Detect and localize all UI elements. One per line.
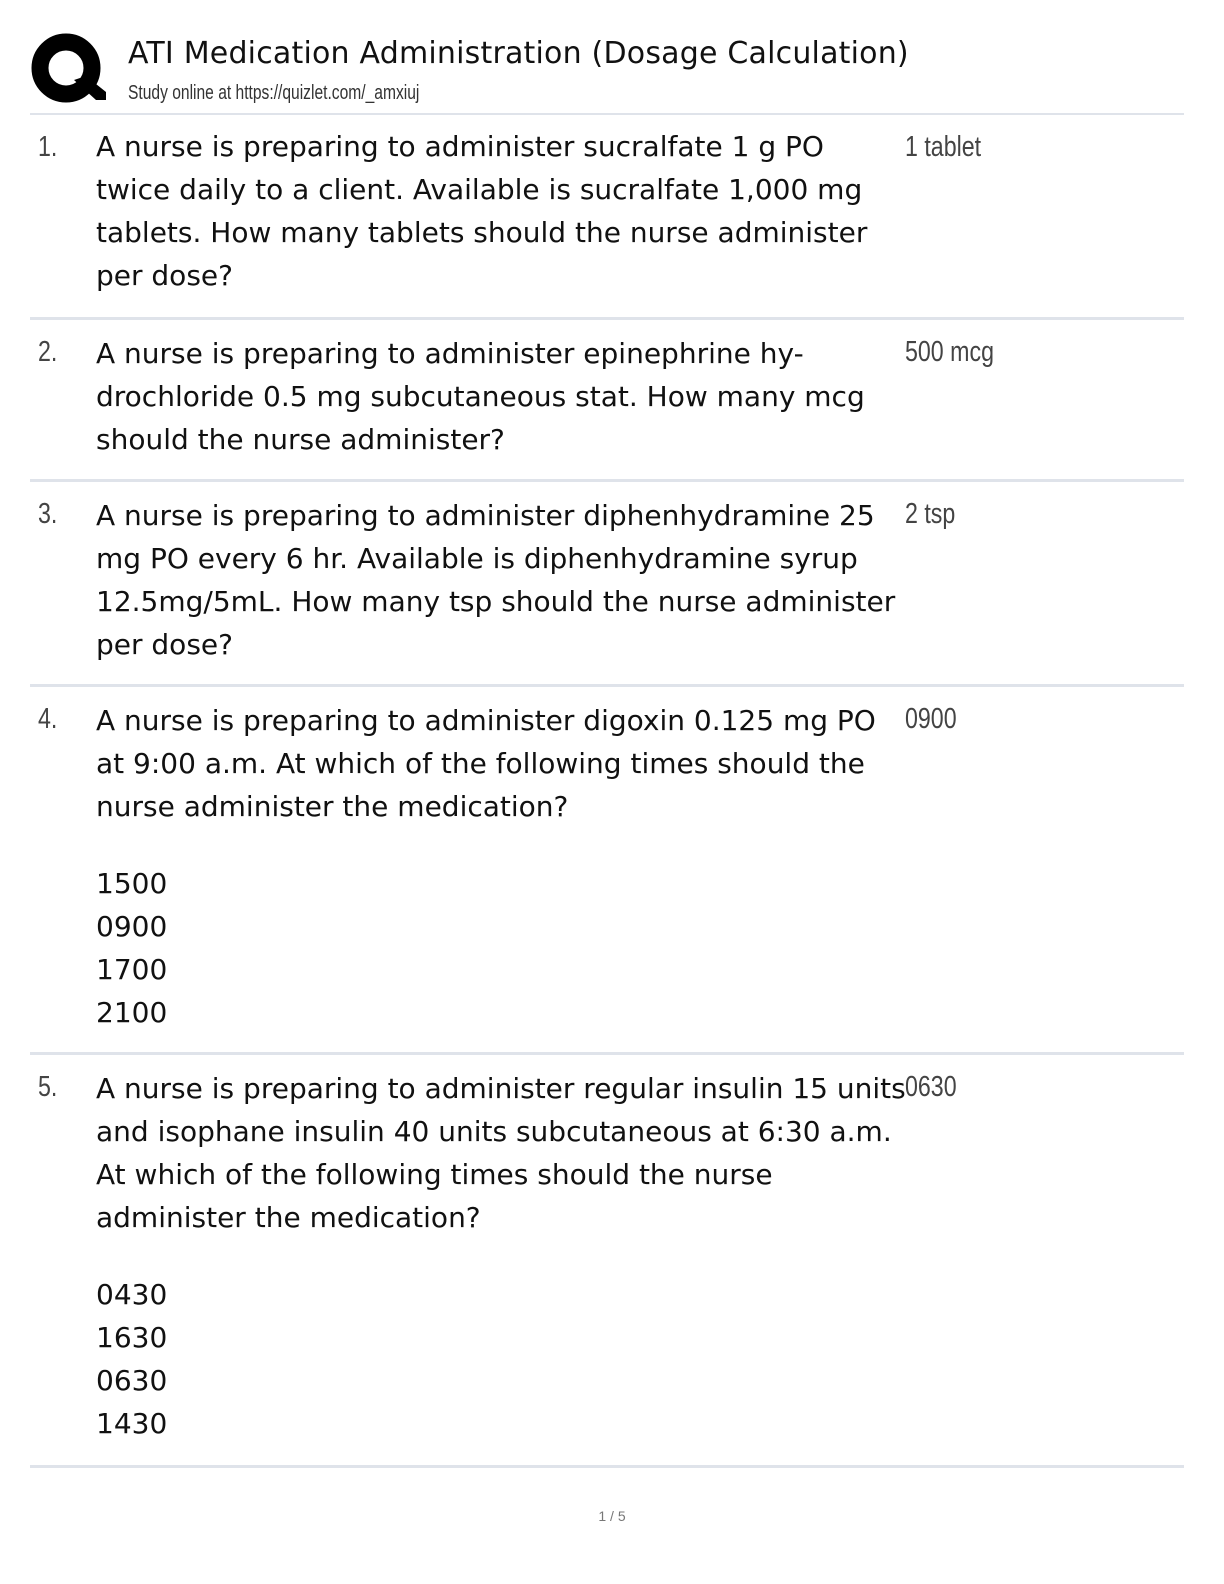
card-number: 5. [38, 1071, 58, 1103]
document-header [28, 28, 1184, 114]
card-question [96, 494, 906, 666]
question-text: A nurse is preparing to administer epinephrine hy-drochloride 0.5 mg subcutaneous stat. How many mcg should the nurse administer? [96, 337, 865, 456]
card-number: 1. [38, 131, 58, 163]
card-number: 3. [38, 498, 58, 530]
card-number: 2. [38, 336, 58, 368]
choice-item: 2100 [96, 996, 168, 1029]
flashcard-3 [30, 482, 1184, 687]
card-answer: 500 mcg [905, 336, 994, 368]
page-number: 1 / 5 [598, 1508, 626, 1524]
card-answer: 0630 [905, 1071, 957, 1103]
answer-choices [96, 862, 906, 1034]
choice-item: 0630 [96, 1364, 168, 1397]
choice-item: 1630 [96, 1321, 168, 1354]
choice-item: 1500 [96, 867, 168, 900]
flashcard-1 [30, 115, 1184, 320]
card-question [96, 699, 906, 1034]
card-question [96, 125, 906, 297]
card-number: 4. [38, 703, 58, 735]
card-answer: 0900 [905, 703, 957, 735]
flashcard-4 [30, 687, 1184, 1055]
question-text: A nurse is preparing to administer diphenhydramine 25 mg PO every 6 hr. Available is diphenhydramine syrup 12.5mg/5mL. How many tsp should the nurse administer per dose? [96, 499, 896, 661]
flashcard-list [30, 115, 1184, 1468]
quizlet-q-logo-icon [30, 30, 106, 106]
card-question [96, 332, 906, 461]
study-link-text[interactable]: Study online at https://quizlet.com/_amxiuj [128, 82, 420, 104]
flashcard-2 [30, 320, 1184, 482]
choice-item: 0900 [96, 910, 168, 943]
choice-item: 0430 [96, 1278, 168, 1311]
card-answer: 1 tablet [905, 131, 982, 163]
page-title: ATI Medication Administration (Dosage Calculation) [128, 36, 909, 71]
card-question [96, 1067, 906, 1445]
choice-item: 1700 [96, 953, 168, 986]
answer-choices [96, 1273, 906, 1445]
choice-item: 1430 [96, 1407, 168, 1440]
flashcard-5 [30, 1055, 1184, 1468]
question-text: A nurse is preparing to administer digoxin 0.125 mg PO at 9:00 a.m. At which of the following times should the nurse administer the medication? [96, 704, 876, 823]
card-answer: 2 tsp [905, 498, 956, 530]
question-text: A nurse is preparing to administer sucralfate 1 g PO twice daily to a client. Available is sucralfate 1,000 mg tablets. How many tablets should the nurse administer per dose? [96, 130, 868, 292]
question-text: A nurse is preparing to administer regular insulin 15 units and isophane insulin 40 units subcutaneous at 6:30 a.m. At which of the following times should the nurse administer the medication? [96, 1072, 906, 1234]
